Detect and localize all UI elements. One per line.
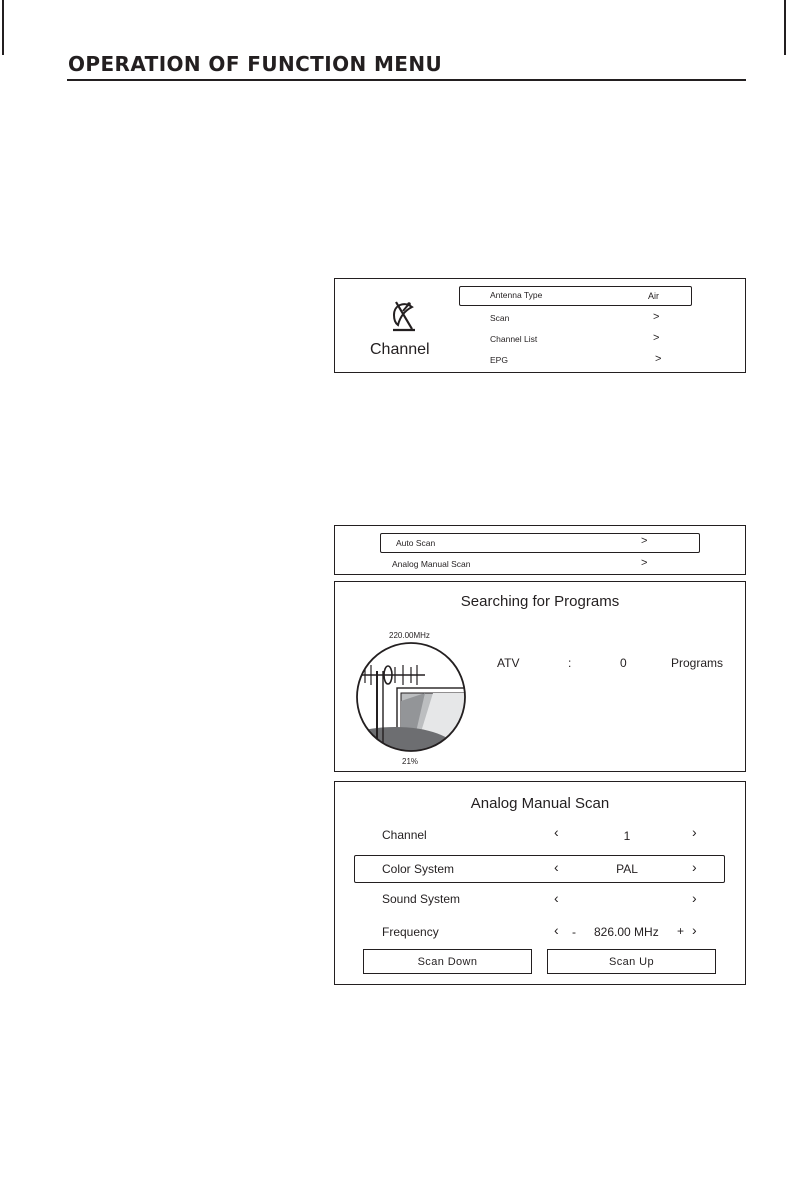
chevron-left-icon[interactable]: ‹ (554, 922, 559, 938)
manual-scan-title: Analog Manual Scan (470, 795, 610, 812)
scan-down-button[interactable]: Scan Down (363, 949, 532, 974)
title-divider (67, 79, 746, 81)
row-label: Sound System (382, 892, 461, 906)
channel-value: 1 (623, 829, 631, 843)
chevron-right-icon: > (655, 353, 662, 365)
menu-item-label: Analog Manual Scan (392, 559, 471, 569)
row-label: Color System (382, 862, 455, 876)
frequency-decrease[interactable]: - (572, 925, 576, 939)
channel-menu-panel (334, 278, 746, 373)
scan-up-button[interactable]: Scan Up (547, 949, 716, 974)
antenna-scan-icon (355, 641, 467, 753)
scan-frequency: 220.00MHz (389, 631, 430, 640)
scan-menu-panel (334, 525, 746, 575)
menu-item-label: Scan (490, 313, 510, 323)
channel-section-label: Channel (370, 341, 430, 358)
frequency-value: 826.00 MHz (594, 925, 659, 939)
color-system-value: PAL (616, 862, 638, 876)
row-label: Frequency (382, 925, 439, 939)
frequency-increase[interactable]: + (677, 924, 685, 938)
searching-panel (334, 581, 746, 772)
chevron-right-icon[interactable]: › (692, 922, 697, 938)
chevron-left-icon[interactable]: ‹ (554, 824, 559, 840)
chevron-right-icon[interactable]: › (692, 859, 697, 875)
menu-item-label: EPG (490, 355, 508, 365)
menu-item-label: Antenna Type (490, 290, 543, 300)
chevron-right-icon: > (653, 332, 660, 344)
chevron-right-icon: > (641, 557, 648, 569)
crop-mark (784, 0, 786, 55)
chevron-right-icon: > (641, 535, 648, 547)
antenna-type-value: Air (648, 291, 659, 301)
chevron-right-icon[interactable]: › (692, 824, 697, 840)
atv-label: ATV (497, 656, 520, 670)
programs-label: Programs (671, 656, 724, 670)
scan-progress-label: 21% (402, 757, 419, 766)
satellite-dish-icon (390, 299, 418, 333)
searching-title: Searching for Programs (460, 593, 620, 610)
menu-item-label: Channel List (490, 334, 538, 344)
row-label: Channel (382, 828, 427, 842)
program-count: 0 (620, 656, 627, 670)
chevron-right-icon: > (653, 311, 660, 323)
atv-separator: : (568, 656, 572, 670)
crop-mark (2, 0, 4, 55)
page-title: OPERATION OF FUNCTION MENU (68, 52, 443, 76)
manual-scan-panel (334, 781, 746, 985)
menu-item-label: Auto Scan (396, 538, 436, 548)
chevron-left-icon[interactable]: ‹ (554, 890, 559, 906)
chevron-left-icon[interactable]: ‹ (554, 859, 559, 875)
chevron-right-icon[interactable]: › (692, 890, 697, 906)
